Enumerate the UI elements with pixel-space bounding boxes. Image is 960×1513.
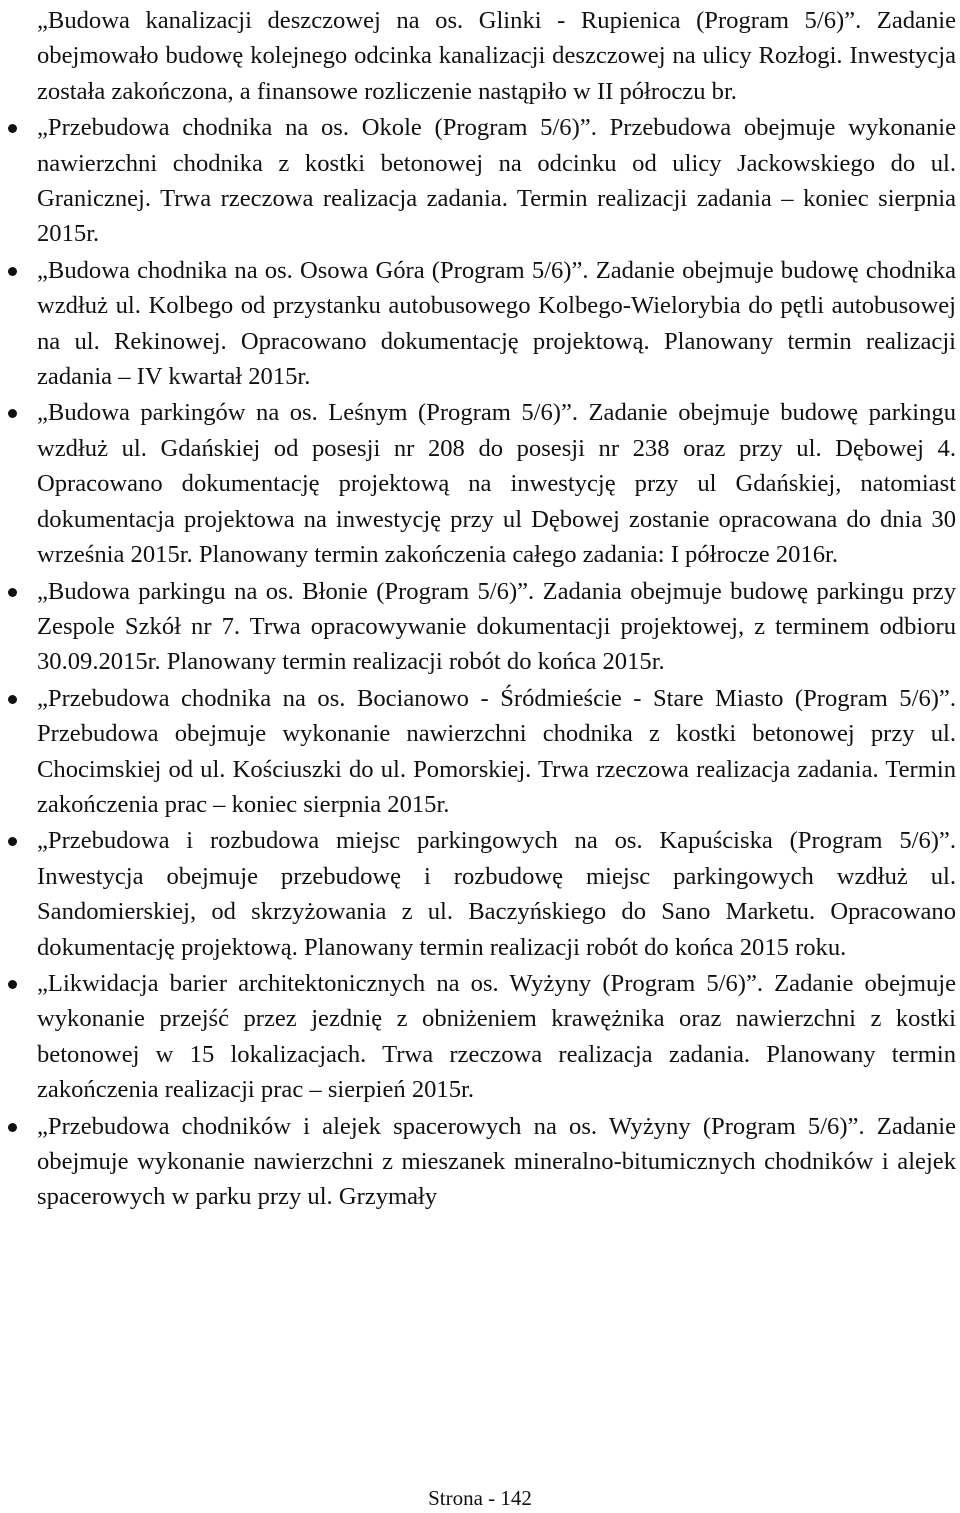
list-item-text: „Przebudowa chodnika na os. Bocianowo - Śródmieście - Stare Miasto (Program 5/6)”. Przebudowa obejmuje wykonanie nawierzchni chodnika z kostki betonowej przy ul. Chocimskiej od ul. Kościuszki do ul. Pomorskiej. Trwa rzeczowa realizacja zadania. Termin zakończenia prac – koniec sierpnia 2015r. (37, 684, 956, 818)
bullet-icon (8, 1123, 17, 1132)
list-item (37, 253, 956, 395)
bullet-icon (8, 409, 17, 418)
list-item (37, 3, 956, 109)
list-item-text: „Przebudowa chodników i alejek spacerowych na os. Wyżyny (Program 5/6)”. Zadanie obejmuje wykonanie nawierzchni z mieszanek mineralno-bitumicznych chodników i alejek spacerowych w parku przy ul. Grzymały (37, 1112, 956, 1211)
list-item (37, 574, 956, 680)
bullet-icon (8, 267, 17, 276)
list-item-text: „Budowa chodnika na os. Osowa Góra (Program 5/6)”. Zadanie obejmuje budowę chodnika wzdłuż ul. Kolbego od przystanku autobusowego Kolbego-Wielorybia do pętli autobusowej na ul. Rekinowej. Opracowano dokumentację projektową. Planowany termin realizacji zadania – IV kwartał 2015r. (37, 256, 956, 391)
list-item-text: „Budowa parkingów na os. Leśnym (Program 5/6)”. Zadanie obejmuje budowę parkingu wzdłuż ul. Gdańskiej od posesji nr 208 do posesji nr 238 oraz przy ul. Dębowej 4. Opracowano dokumentację projektową na inwestycję przy ul Gdańskiej, natomiast dokumentacja projektowa na inwestycję przy ul Dębowej zostanie opracowana do dnia 30 września 2015r. Planowany termin zakończenia całego zadania: I półrocze 2016r. (37, 399, 956, 569)
page-number: Strona - 142 (428, 1486, 532, 1510)
bullet-icon (8, 124, 17, 133)
list-item (37, 823, 956, 965)
list-item (37, 1109, 956, 1215)
list-item (37, 110, 956, 252)
list-item (37, 966, 956, 1108)
list-item-text: „Przebudowa chodnika na os. Okole (Program 5/6)”. Przebudowa obejmuje wykonanie nawierzchni chodnika z kostki betonowej na odcinku od ulicy Jackowskiego do ul. Granicznej. Trwa rzeczowa realizacja zadania. Termin realizacji zadania – koniec sierpnia 2015r. (37, 114, 956, 248)
list-item (37, 681, 956, 823)
bullet-icon (8, 980, 17, 989)
list-item-text: „Likwidacja barier architektonicznych na os. Wyżyny (Program 5/6)”. Zadanie obejmuje wykonanie przejść przez jezdnię z obniżeniem krawężnika oraz nawierzchni z kostki betonowej w 15 lokalizacjach. Trwa rzeczowa realizacja zadania. Planowany termin zakończenia realizacji prac – sierpień 2015r. (37, 969, 956, 1104)
list-item-text: „Przebudowa i rozbudowa miejsc parkingowych na os. Kapuściska (Program 5/6)”. Inwestycja obejmuje przebudowę i rozbudowę miejsc parkingowych wzdłuż ul. Sandomierskiej, od skrzyżowania z ul. Baczyńskiego do Sano Marketu. Opracowano dokumentację projektową. Planowany termin realizacji robót do końca 2015 roku. (37, 827, 956, 961)
bullet-icon (8, 837, 17, 846)
bullet-icon (8, 695, 17, 704)
bullet-icon (8, 588, 17, 597)
investment-list (37, 3, 956, 1216)
list-item (37, 395, 956, 572)
list-item-text: „Budowa parkingu na os. Błonie (Program 5/6)”. Zadania obejmuje budowę parkingu przy Zespole Szkół nr 7. Trwa opracowywanie dokumentacji projektowej, z terminem odbioru 30.09.2015r. Planowany termin realizacji robót do końca 2015r. (37, 577, 956, 676)
list-item-text: „Budowa kanalizacji deszczowej na os. Glinki - Rupienica (Program 5/6)”. Zadanie obejmowało budowę kolejnego odcinka kanalizacji deszczowej na ulicy Rozłogi. Inwestycja została zakończona, a finansowe rozliczenie nastąpiło w II półroczu br. (37, 7, 956, 105)
